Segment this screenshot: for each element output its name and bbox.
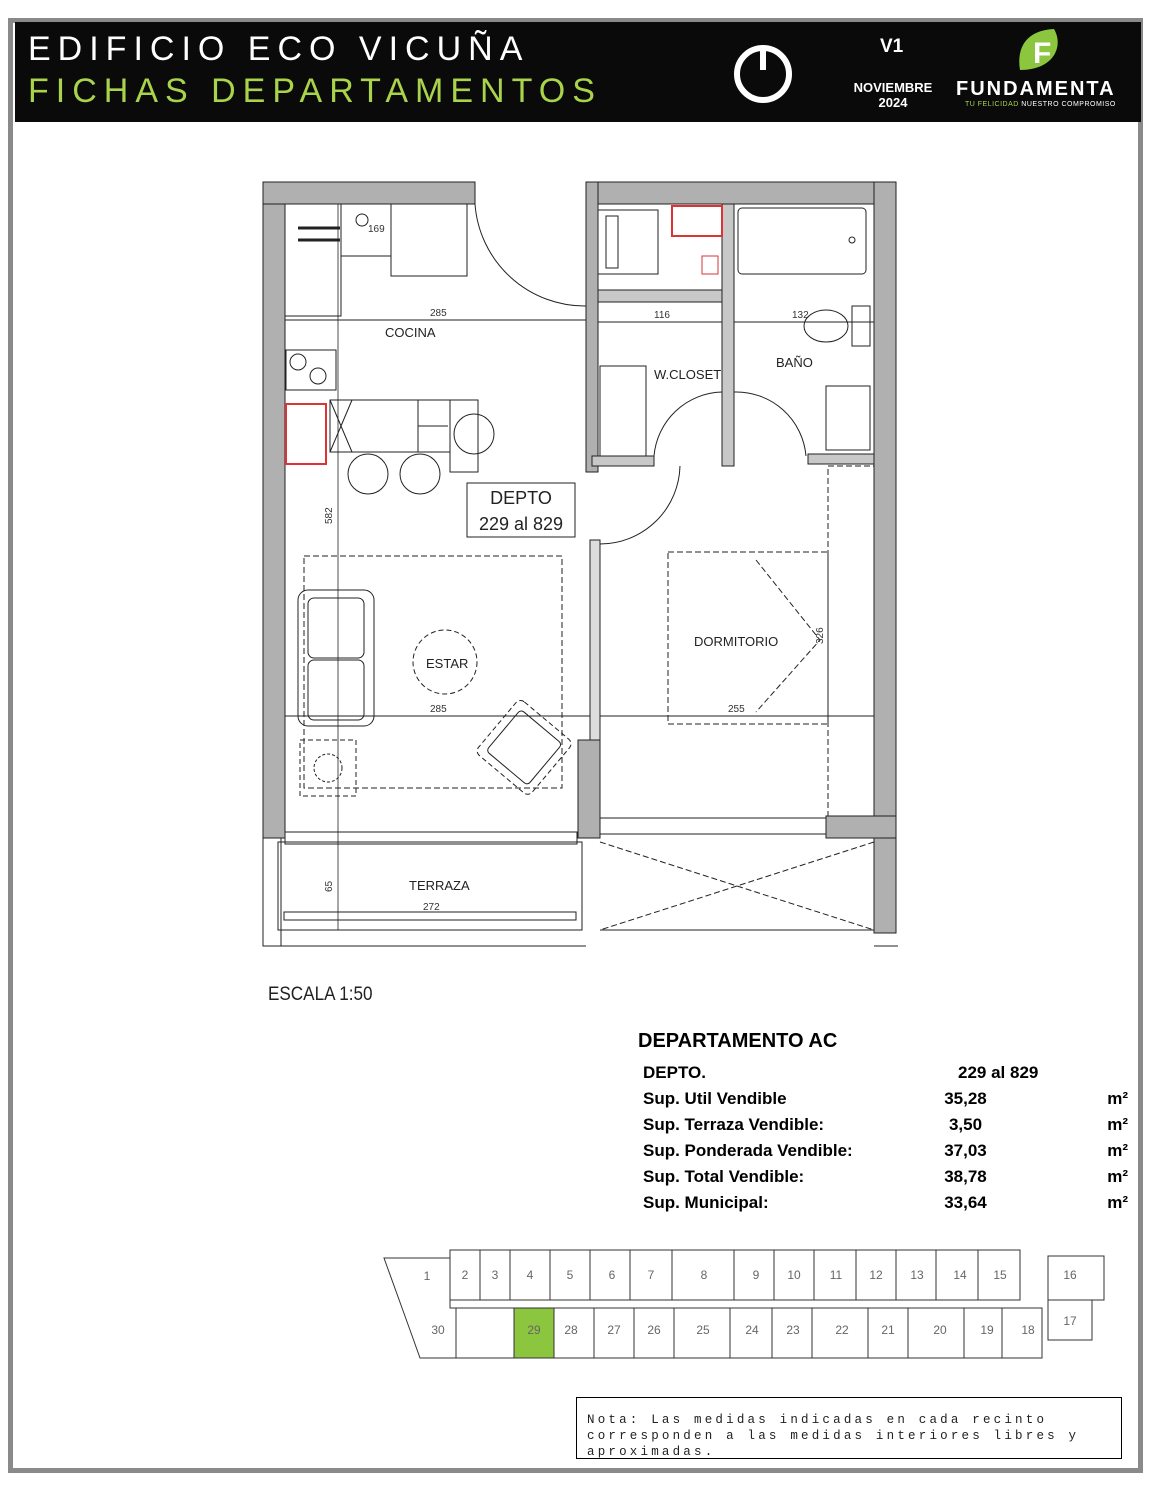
spec-row <box>638 1114 1148 1140</box>
unit-label-range: 229 al 829 <box>478 514 564 534</box>
key-unit-4: 4 <box>526 1268 534 1282</box>
wardrobe <box>828 466 874 816</box>
dim-285-top: 285 <box>430 308 447 319</box>
spec-value: 229 al 829 <box>958 1062 1039 1082</box>
spec-value: 35,28 <box>944 1088 987 1108</box>
slogan-highlight: TU FELICIDAD <box>965 101 1019 108</box>
key-unit-26: 26 <box>647 1323 661 1337</box>
living-rug <box>304 556 562 788</box>
water-heater <box>286 404 326 464</box>
stool-3 <box>454 414 494 454</box>
spec-value: 37,03 <box>944 1140 987 1160</box>
wall-bottom-right <box>826 816 896 838</box>
building-title: EDIFICIO ECO VICUÑA <box>28 30 530 68</box>
key-unit-18: 18 <box>1021 1323 1035 1337</box>
fridge <box>391 204 467 276</box>
wall-center-low <box>578 740 600 838</box>
note-box <box>576 1397 1122 1459</box>
key-unit-9: 9 <box>752 1268 760 1282</box>
key-unit-14: 14 <box>953 1268 967 1282</box>
spec-unit: m² <box>1107 1166 1128 1186</box>
scale-label: ESCALA 1:50 <box>268 984 373 1005</box>
closet-shelf <box>600 366 646 456</box>
dim-272: 272 <box>423 902 440 913</box>
brand-name: FUNDAMENTA <box>956 78 1116 100</box>
dim-116: 116 <box>654 310 670 321</box>
key-unit-15: 15 <box>993 1268 1007 1282</box>
spec-value: 33,64 <box>944 1192 987 1212</box>
key-unit-1: 1 <box>423 1269 431 1283</box>
wall-closet-bottom <box>592 456 654 466</box>
bathtub <box>738 208 866 274</box>
wall-bath-bottom <box>808 454 874 464</box>
spec-unit: m² <box>1107 1192 1128 1212</box>
key-unit-2: 2 <box>461 1268 469 1282</box>
key-unit-27: 27 <box>607 1323 621 1337</box>
spec-label: Sup. Total Vendible: <box>643 1166 805 1186</box>
key-unit-3: 3 <box>491 1268 499 1282</box>
key-unit-7: 7 <box>647 1268 655 1282</box>
label-bano: BAÑO <box>776 355 813 370</box>
toilet <box>804 310 848 342</box>
spec-unit: m² <box>1107 1088 1128 1108</box>
key-unit-16: 16 <box>1063 1268 1077 1282</box>
spec-value: 38,78 <box>944 1166 987 1186</box>
spec-title: DEPARTAMENTO AC <box>638 1030 838 1052</box>
date-year: 2024 <box>878 95 908 110</box>
spec-unit: m² <box>1107 1140 1128 1160</box>
label-dormitorio: DORMITORIO <box>694 634 779 649</box>
spec-label: Sup. Terraza Vendible: <box>643 1114 825 1134</box>
key-unit-25: 25 <box>696 1323 710 1337</box>
terrace-rail <box>284 912 576 920</box>
spec-row-depto <box>638 1062 1148 1088</box>
key-unit-20: 20 <box>933 1323 947 1337</box>
label-cocina: COCINA <box>385 325 436 340</box>
gas-meter <box>672 206 722 236</box>
dim-65: 65 <box>324 880 335 892</box>
slogan-rest: NUESTRO COMPROMISO <box>1018 101 1116 108</box>
wall-closet-top <box>598 290 732 302</box>
wall-left <box>263 182 285 838</box>
spec-row <box>638 1140 1148 1166</box>
key-unit-29: 29 <box>527 1323 541 1337</box>
bedroom-door-swing <box>600 466 680 544</box>
label-estar: ESTAR <box>426 656 469 671</box>
spec-label: Sup. Ponderada Vendible: <box>643 1140 853 1160</box>
label-terraza: TERRAZA <box>409 878 470 893</box>
wall-top-right <box>586 182 896 204</box>
note-text: Nota: Las medidas indicadas en cada recinto corresponden a las medidas interiores libres y aproximadas. <box>587 1413 1080 1459</box>
wall-right <box>874 182 896 838</box>
version-label: V1 <box>880 36 904 57</box>
key-unit-21: 21 <box>881 1323 895 1337</box>
dim-255: 255 <box>728 704 745 715</box>
key-unit-outline-1 <box>384 1258 456 1358</box>
spec-value: 3,50 <box>948 1114 983 1134</box>
sink-drain-icon <box>356 214 368 226</box>
washer <box>598 210 658 274</box>
wall-top-left <box>263 182 475 204</box>
wall-bath-left <box>722 204 734 466</box>
wall-center <box>586 182 598 472</box>
dim-326: 326 <box>815 627 826 644</box>
key-unit-19: 19 <box>980 1323 994 1337</box>
armchair <box>475 698 574 797</box>
spec-label: Sup. Util Vendible <box>643 1088 787 1108</box>
key-unit-5: 5 <box>566 1268 574 1282</box>
wall-bedroom-left <box>590 540 600 740</box>
key-unit-28: 28 <box>564 1323 578 1337</box>
dim-169: 169 <box>368 224 385 235</box>
spec-unit: m² <box>1107 1114 1128 1134</box>
key-unit-17: 17 <box>1063 1314 1077 1328</box>
stool-2 <box>400 454 440 494</box>
key-unit-23: 23 <box>786 1323 800 1337</box>
kitchen-counter <box>285 204 341 316</box>
spec-row <box>638 1166 1148 1192</box>
key-unit-22: 22 <box>835 1323 849 1337</box>
key-unit-8: 8 <box>700 1268 708 1282</box>
key-plan <box>380 1240 1120 1370</box>
sheet-subtitle: FICHAS DEPARTAMENTOS <box>28 72 602 110</box>
key-unit-24: 24 <box>745 1323 759 1337</box>
spec-table <box>638 1062 1148 1218</box>
key-unit-12: 12 <box>869 1268 883 1282</box>
washbasin <box>826 386 870 450</box>
window-bedroom <box>600 818 826 834</box>
wall-terrace-right <box>874 838 896 933</box>
label-wcloset: W.CLOSET <box>654 367 722 382</box>
key-unit-30: 30 <box>431 1323 445 1337</box>
dim-285-bottom: 285 <box>430 704 447 715</box>
dim-132: 132 <box>792 310 809 321</box>
key-unit-13: 13 <box>910 1268 924 1282</box>
unit-label-title: DEPTO <box>490 488 552 508</box>
date-month: NOVIEMBRE <box>853 80 933 95</box>
spec-label: DEPTO. <box>643 1062 706 1082</box>
stool-1 <box>348 454 388 494</box>
key-unit-6: 6 <box>608 1268 616 1282</box>
spec-row <box>638 1088 1148 1114</box>
entry-door-swing <box>475 204 586 306</box>
logo-letter: F <box>1033 37 1052 70</box>
dim-582: 582 <box>324 507 335 524</box>
spec-row <box>638 1192 1148 1218</box>
spec-label: Sup. Municipal: <box>643 1192 769 1212</box>
key-unit-11: 11 <box>829 1268 843 1282</box>
key-unit-10: 10 <box>787 1268 801 1282</box>
